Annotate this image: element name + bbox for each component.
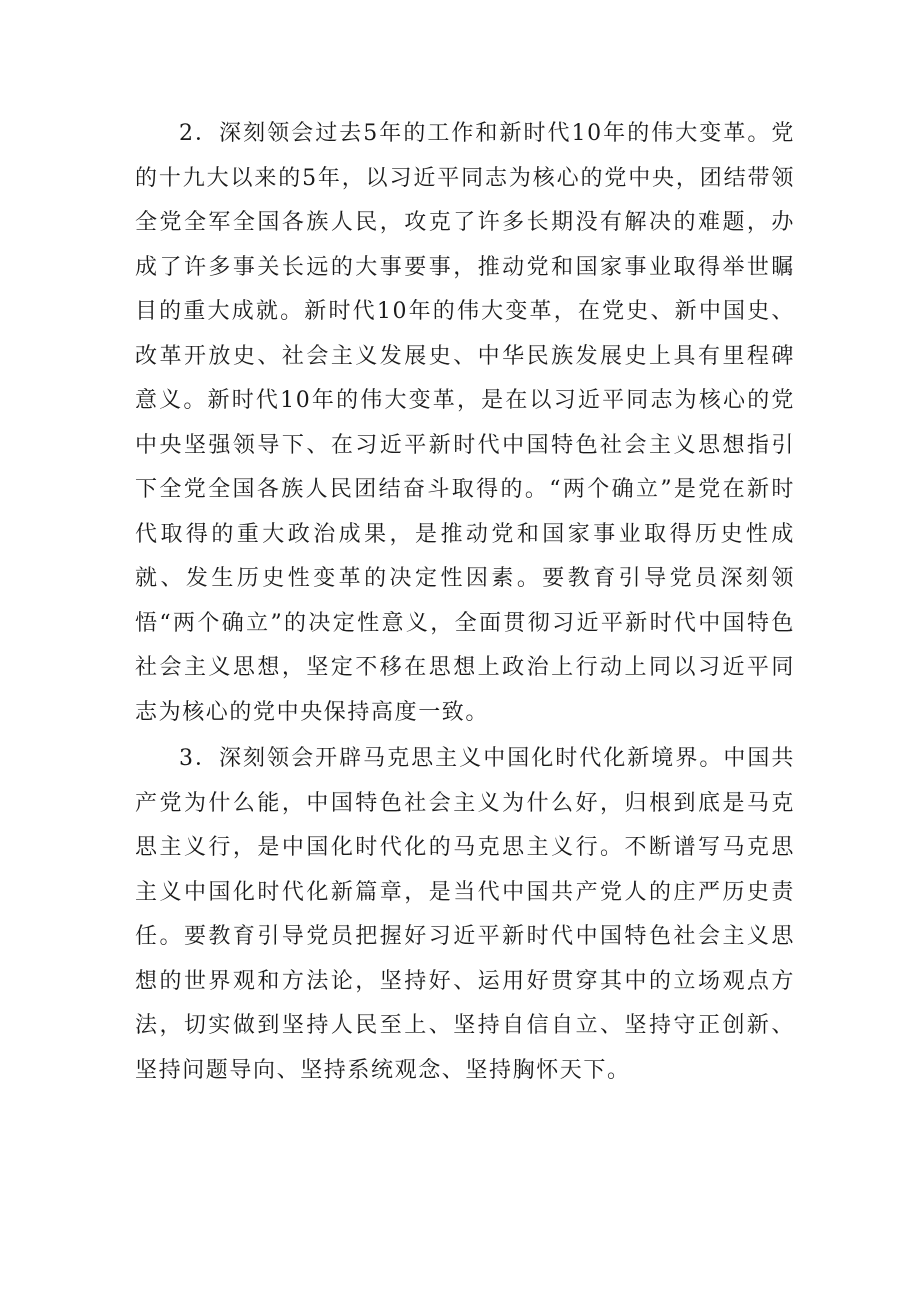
paragraph-2: 2．深刻领会过去5年的工作和新时代10年的伟大变革。党的十九大以来的5年，以习近平同志为核心的党中央，团结带领全党全军全国各族人民，攻克了许多长期没有解决的难题，办成了许多事关长远的大事要事，推动党和国家事业取得举世瞩目的重大成就。新时代10年的伟大变革，在党史、新中国史、改革开放史、社会主义发展史、中华民族发展史上具有里程碑意义。新时代10年的伟大变革，是在以习近平同志为核心的党中央坚强领导下、在习近平新时代中国特色社会主义思想指引下全党全国各族人民团结奋斗取得的。“两个确立”是党在新时代取得的重大政治成果，是推动党和国家事业取得历史性成就、发生历史性变革的决定性因素。要教育引导党员深刻领悟“两个确立”的决定性意义，全面贯彻习近平新时代中国特色社会主义思想，坚定不移在思想上政治上行动上同以习近平同志为核心的党中央保持高度一致。 (135, 121, 795, 725)
paragraph-3: 3．深刻领会开辟马克思主义中国化时代化新境界。中国共产党为什么能，中国特色社会主义为什么好，归根到底是马克思主义行，是中国化时代化的马克思主义行。不断谱写马克思主义中国化时代化新篇章，是当代中国共产党人的庄严历史责任。要教育引导党员把握好习近平新时代中国特色社会主义思想的世界观和方法论，坚持好、运用好贯穿其中的立场观点方法，切实做到坚持人民至上、坚持自信自立、坚持守正创新、坚持问题导向、坚持系统观念、坚持胸怀天下。 (135, 746, 795, 1083)
document-body (135, 112, 795, 1093)
